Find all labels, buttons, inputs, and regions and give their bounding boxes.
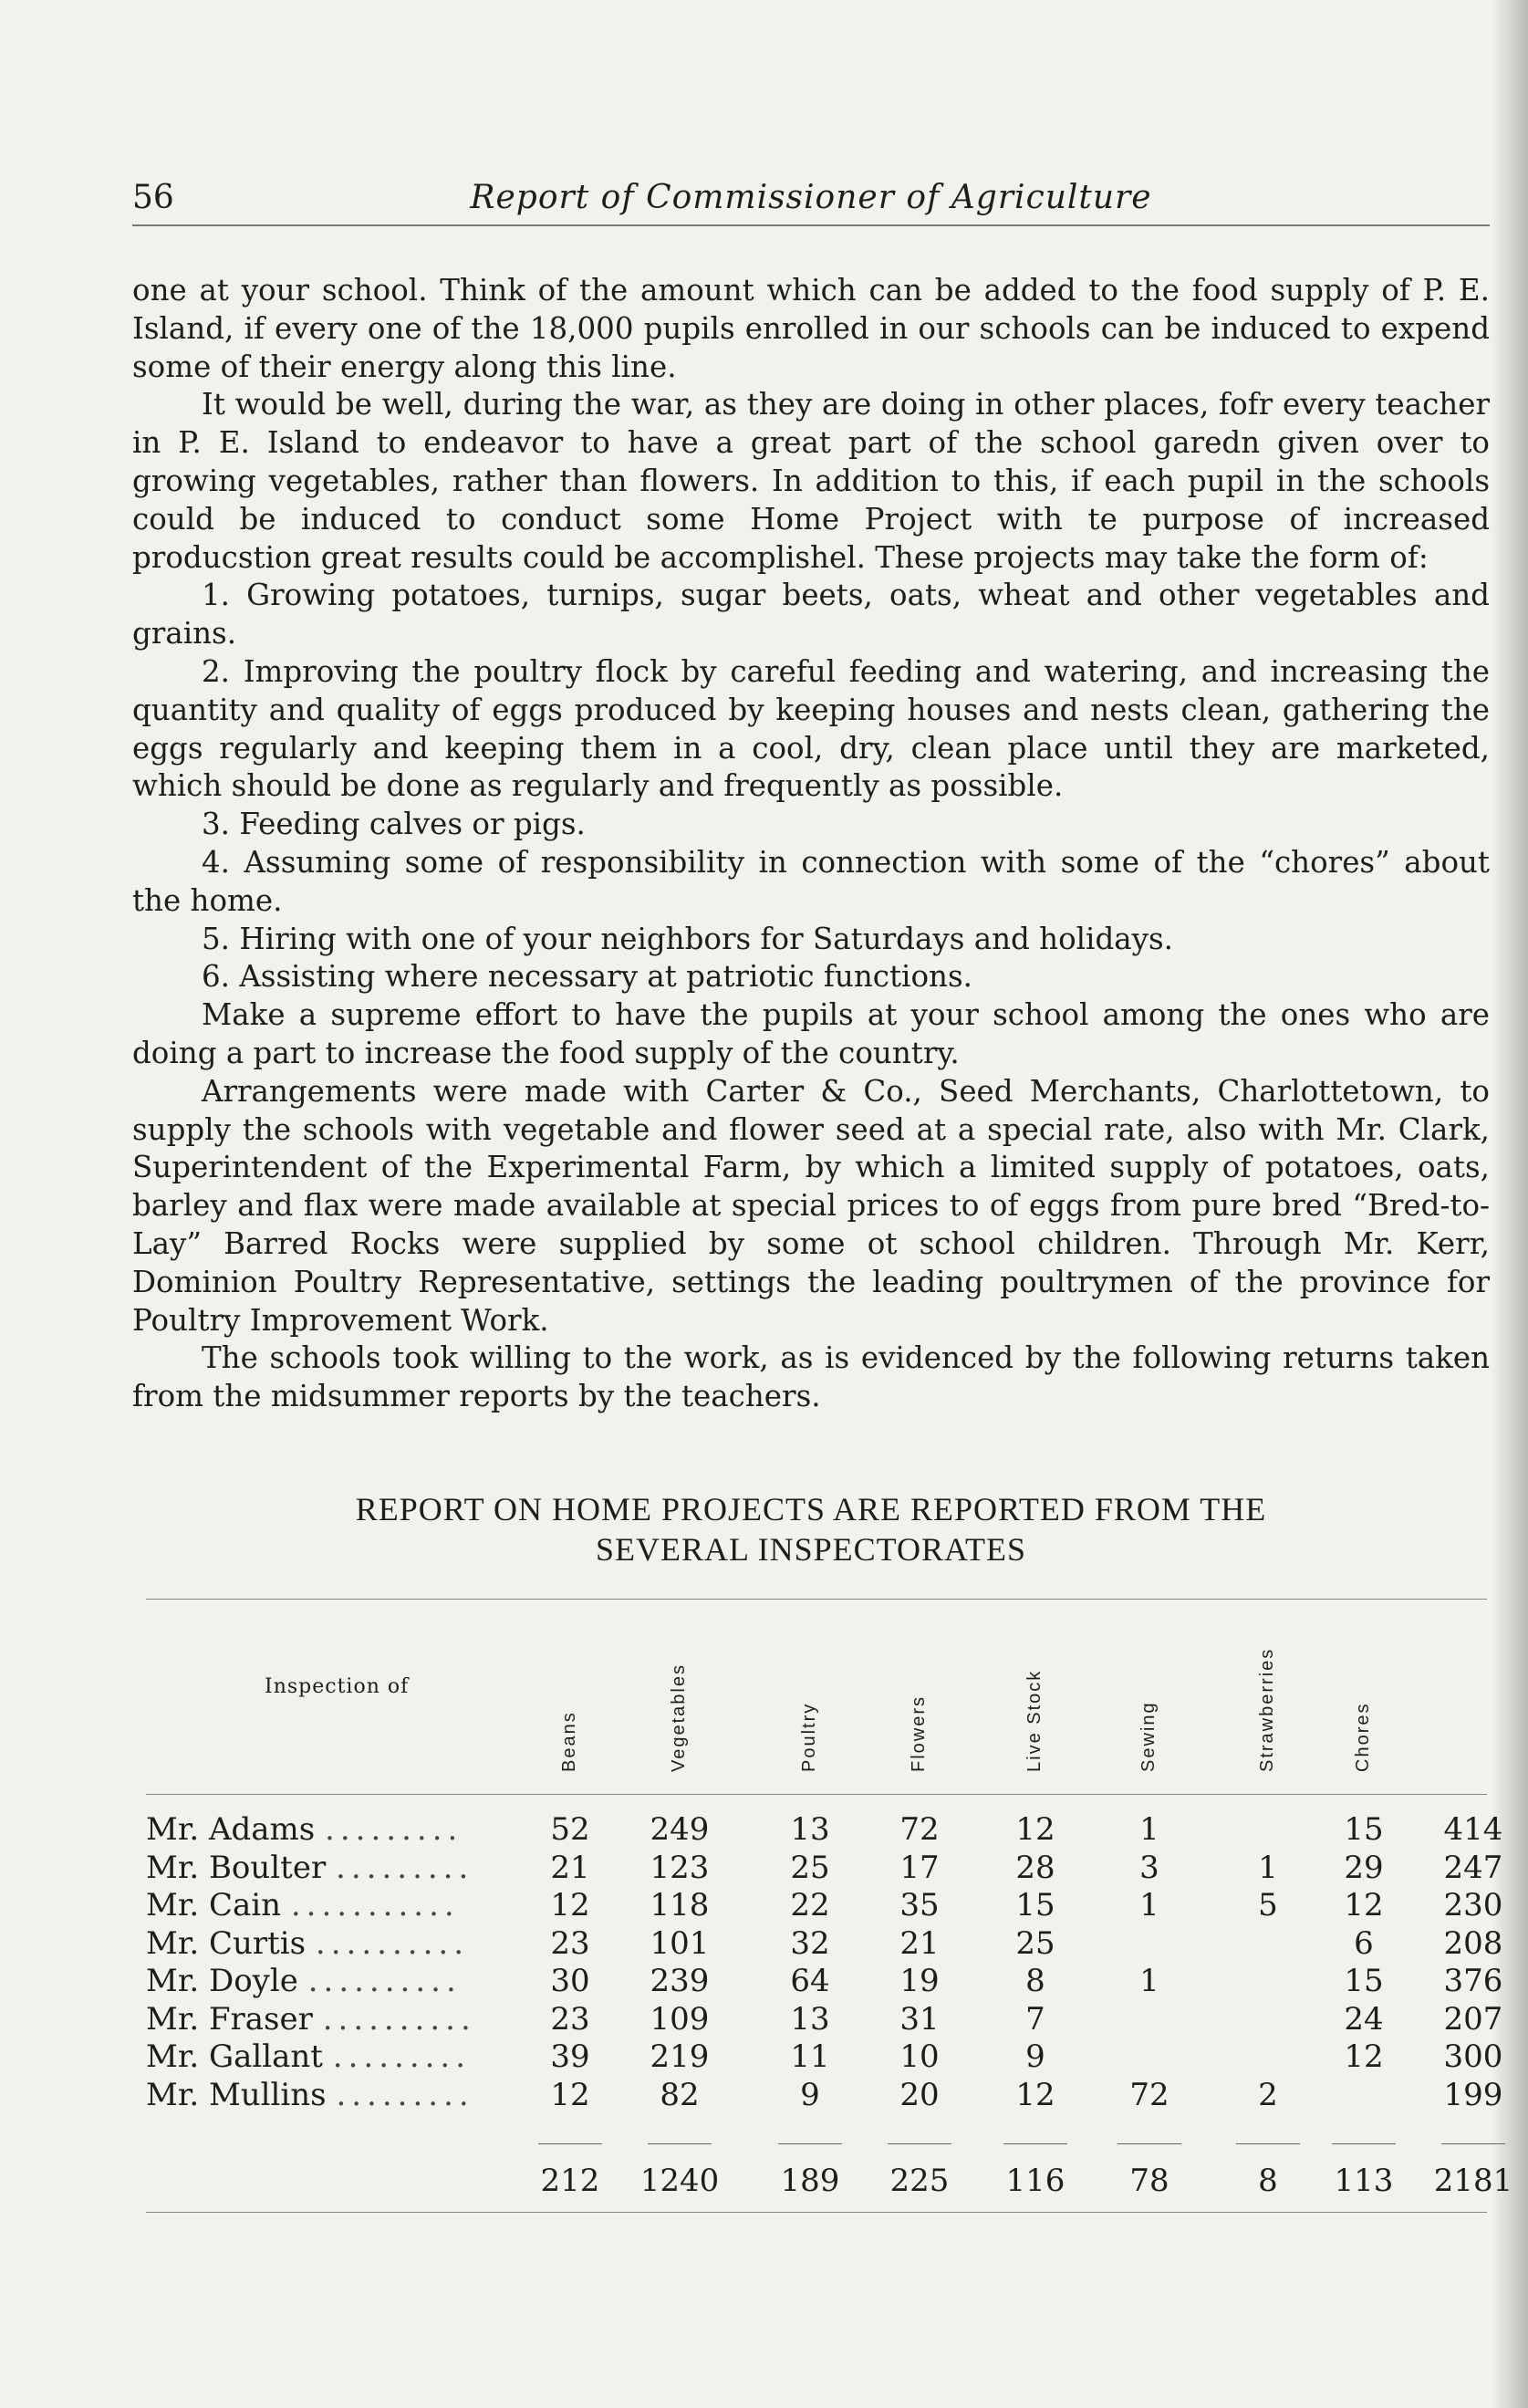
- inspector-name-text: Mr. Cain: [146, 1887, 282, 1923]
- total-cell: 8: [1258, 2163, 1278, 2199]
- page-header: [132, 179, 1490, 226]
- table-cell: 28: [1015, 1849, 1055, 1886]
- table-cell: 31: [899, 2000, 940, 2038]
- column-header-label: Flowers: [909, 1694, 929, 1772]
- table-cell: 12: [1344, 2038, 1384, 2075]
- inspector-name: [146, 2001, 476, 2038]
- table-cell: 23: [550, 2000, 590, 2038]
- leader-dots: ..........: [307, 1963, 462, 1999]
- table-cell: 29: [1344, 1849, 1384, 1886]
- table-cell: 414: [1443, 1811, 1503, 1848]
- total-cell: 116: [1005, 2163, 1065, 2199]
- paragraph: 5. Hiring with one of your neighbors for Saturdays and holidays.: [202, 921, 1173, 956]
- column-header-label: Strawberries: [1257, 1647, 1277, 1772]
- table-cell: 12: [550, 2076, 590, 2113]
- table-cell: 15: [1015, 1887, 1055, 1923]
- table-cell: 123: [650, 1849, 710, 1886]
- sum-rule: [1332, 2143, 1396, 2144]
- column-header-label: Poultry: [799, 1702, 819, 1772]
- table-cell: 7: [1025, 2000, 1045, 2038]
- table-cell: 8: [1025, 1963, 1045, 1999]
- inspector-name-text: Mr. Mullins: [146, 2076, 327, 2113]
- table-cell: 15: [1344, 1811, 1384, 1848]
- column-header-label: Live Stock: [1024, 1669, 1045, 1772]
- header-bottom-rule: [146, 1794, 1487, 1795]
- inspector-name-text: Mr. Gallant: [146, 2038, 323, 2075]
- total-cell: 189: [780, 2163, 840, 2199]
- table-cell: 13: [790, 1811, 830, 1848]
- table-cell: 25: [790, 1849, 830, 1886]
- table-cell: 21: [899, 1924, 940, 1962]
- row-header-label: Inspection of: [265, 1675, 410, 1698]
- total-cell: 2181: [1433, 2163, 1513, 2199]
- table-row: [146, 1925, 1505, 1963]
- table-cell: 12: [1344, 1887, 1384, 1923]
- sum-rule: [1236, 2143, 1300, 2144]
- table-heading: [132, 1489, 1490, 1569]
- column-header-label: Vegetables: [669, 1663, 689, 1772]
- table-cell: 247: [1443, 1849, 1503, 1886]
- sum-rule: [538, 2143, 602, 2144]
- table-cell: 109: [650, 2000, 710, 2038]
- table-cell: 1: [1139, 1811, 1159, 1848]
- table-cell: 15: [1344, 1963, 1384, 1999]
- table-cell: 1: [1139, 1963, 1159, 1999]
- leader-dots: ..........: [315, 1924, 469, 1962]
- inspector-name: [146, 1811, 463, 1848]
- sum-rule: [778, 2143, 842, 2144]
- inspector-name-text: Mr. Adams: [146, 1811, 316, 1848]
- table-cell: 17: [899, 1849, 940, 1886]
- table-cell: 207: [1443, 2000, 1503, 2038]
- sum-rule: [648, 2143, 712, 2144]
- leader-dots: ...........: [290, 1887, 460, 1923]
- table-cell: 25: [1015, 1924, 1055, 1962]
- table-cell: 30: [550, 1963, 590, 1999]
- table-cell: 11: [790, 2038, 830, 2075]
- total-cell: 78: [1129, 2163, 1169, 2199]
- leader-dots: .........: [336, 1849, 474, 1886]
- table-cell: 13: [790, 2000, 830, 2038]
- table-cell: 72: [1129, 2076, 1169, 2113]
- paragraph: one at your school. Think of the amount which can be added to the food supply of P. E. Island, if every one of the 18,000 pupils enrolled in our schools can be induced to expend some of their energy along this line.: [132, 273, 1490, 384]
- running-title: Report of Commissioner of Agriculture: [470, 179, 1152, 216]
- table-cell: 12: [1015, 1811, 1055, 1848]
- table-cell: 1: [1139, 1887, 1159, 1923]
- total-cell: 225: [889, 2163, 950, 2199]
- column-header-label: Sewing: [1138, 1701, 1159, 1772]
- totals-row: [146, 2163, 1513, 2203]
- paragraph: Make a supreme effort to have the pupils at your school among the ones who are doing a part to increase the food supply of the country.: [132, 997, 1490, 1070]
- sum-rule: [1117, 2143, 1181, 2144]
- sum-rule: [1003, 2143, 1067, 2144]
- table-cell: 208: [1443, 1924, 1503, 1962]
- paragraph: 4. Assuming some of responsibility in connection with some of the “chores” about the home.: [132, 844, 1490, 918]
- table-cell: 10: [899, 2038, 940, 2075]
- inspector-name-text: Mr. Boulter: [146, 1849, 327, 1886]
- table-cell: 249: [650, 1811, 710, 1848]
- table-cell: 12: [1015, 2076, 1055, 2113]
- table-top-rule: [146, 1599, 1487, 1600]
- table-cell: 12: [550, 1887, 590, 1923]
- paragraph: Arrangements were made with Carter & Co., Seed Merchants, Charlottetown, to supply the schools with vegetable and flower seed at a special rate, also with Mr. Clark, Superintendent of the Experimental Farm, by which a limited supply of potatoes, oats, barley and flax were made available at special prices to of eggs from pure bred “Bred-to-Lay” Barred Rocks were supplied by some ot school children. Through Mr. Kerr, Dominion Poultry Representative, settings the leading poultrymen of the province for Poultry Improvement Work.: [132, 1073, 1490, 1338]
- table-cell: 35: [899, 1887, 940, 1923]
- table-heading-line-2: SEVERAL INSPECTORATES: [595, 1531, 1027, 1568]
- inspector-name: [146, 2038, 471, 2075]
- inspector-name: [146, 1963, 462, 1999]
- table-row: [146, 2038, 1505, 2076]
- table-row: [146, 1963, 1505, 2000]
- table-cell: 300: [1443, 2038, 1503, 2075]
- leader-dots: ..........: [322, 2000, 476, 2038]
- table-cell: 239: [650, 1963, 710, 1999]
- paragraph: It would be well, during the war, as they are doing in other places, fofr every teacher in P. E. Island to endeavor to have a great part of the school garedn given over to growing vegetables, rather than flowers. In addition to this, if each pupil in the schools could be induced to conduct some Home Project with te purpose of increased producstion great results could be accomplishel. These projects may take the form of:: [132, 387, 1490, 575]
- table-cell: 6: [1354, 1924, 1374, 1962]
- total-cell: 113: [1334, 2163, 1394, 2199]
- paragraph: The schools took willing to the work, as is evidenced by the following returns taken from the midsummer reports by the teachers.: [132, 1340, 1490, 1414]
- table-cell: 19: [899, 1963, 940, 1999]
- page-number: 56: [132, 179, 174, 216]
- table-cell: 72: [899, 1811, 940, 1848]
- table-cell: 82: [660, 2076, 700, 2113]
- leader-dots: .........: [325, 1811, 463, 1848]
- table-cell: 101: [650, 1924, 710, 1962]
- table-cell: 118: [650, 1887, 710, 1923]
- table-cell: 23: [550, 1924, 590, 1962]
- table-cell: 199: [1443, 2076, 1503, 2113]
- table-cell: 20: [899, 2076, 940, 2113]
- table-cell: 52: [550, 1811, 590, 1848]
- total-cell: 1240: [639, 2163, 720, 2199]
- body-text: [132, 272, 1490, 1416]
- column-header-label: Chores: [1353, 1702, 1373, 1772]
- total-cell: 212: [540, 2163, 600, 2199]
- table-row: [146, 2001, 1505, 2038]
- table-row: [146, 1887, 1505, 1924]
- inspector-name: [146, 2077, 474, 2113]
- sum-rule: [1441, 2143, 1505, 2144]
- table-cell: 9: [800, 2076, 820, 2113]
- inspector-name-text: Mr. Doyle: [146, 1963, 298, 1999]
- table-cell: 39: [550, 2038, 590, 2075]
- inspector-name-text: Mr. Fraser: [146, 2000, 313, 2038]
- table-cell: 230: [1443, 1887, 1503, 1923]
- leader-dots: .........: [336, 2076, 474, 2113]
- paragraph: 6. Assisting where necessary at patriotic functions.: [202, 959, 972, 995]
- paragraph: 3. Feeding calves or pigs.: [202, 807, 586, 842]
- table-row: [146, 2077, 1505, 2114]
- inspector-name: [146, 1887, 460, 1923]
- table-cell: 32: [790, 1924, 830, 1962]
- table-cell: 22: [790, 1887, 830, 1923]
- table-cell: 219: [650, 2038, 710, 2075]
- table-heading-line-1: REPORT ON HOME PROJECTS ARE REPORTED FROM THE: [355, 1491, 1267, 1527]
- paragraph: 2. Improving the poultry flock by careful feeding and watering, and increasing the quantity and quality of eggs produced by keeping houses and nests clean, gathering the eggs regularly and keeping them in a cool, dry, clean place until they are marketed, which should be done as regularly and frequently as possible.: [132, 653, 1490, 804]
- sum-rule: [888, 2143, 951, 2144]
- table-cell: 24: [1344, 2000, 1384, 2038]
- table-cell: 1: [1258, 1849, 1278, 1886]
- inspector-name: [146, 1925, 469, 1962]
- paragraph: 1. Growing potatoes, turnips, sugar beets, oats, wheat and other vegetables and grains.: [132, 578, 1490, 652]
- inspector-name: [146, 1850, 473, 1886]
- table-cell: 376: [1443, 1963, 1503, 1999]
- table-cell: 2: [1258, 2076, 1278, 2113]
- table-cell: 21: [550, 1849, 590, 1886]
- table-cell: 5: [1258, 1887, 1278, 1923]
- table-cell: 64: [790, 1963, 830, 1999]
- table-cell: 3: [1139, 1849, 1159, 1886]
- inspector-name-text: Mr. Curtis: [146, 1924, 307, 1962]
- column-header-label: Beans: [559, 1711, 579, 1772]
- table-row: [146, 1850, 1505, 1887]
- leader-dots: .........: [332, 2038, 472, 2075]
- table-cell: 9: [1025, 2038, 1045, 2075]
- table-row: [146, 1811, 1505, 1849]
- table-bottom-rule: [146, 2212, 1487, 2213]
